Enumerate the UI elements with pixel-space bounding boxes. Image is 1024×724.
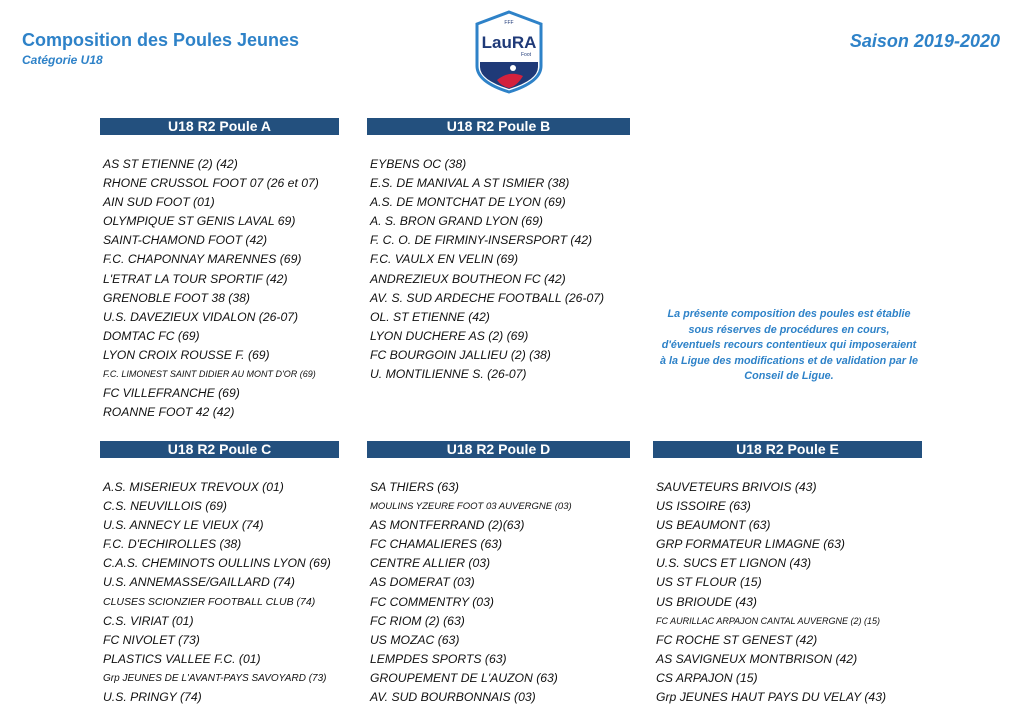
team-item: Grp JEUNES DE L'AVANT-PAYS SAVOYARD (73) [103, 672, 327, 684]
team-item: OL. ST ETIENNE (42) [370, 309, 490, 324]
pool-header: U18 R2 Poule B [367, 118, 630, 135]
team-item: EYBENS OC (38) [370, 157, 467, 171]
pool-c [100, 441, 339, 707]
team-item: FC AURILLAC ARPAJON CANTAL AUVERGNE (2) (15) [656, 615, 881, 626]
laura-foot-logo [473, 10, 545, 94]
team-item: FC BOURGOIN JALLIEU (2) (38) [370, 347, 551, 362]
team-item: C.S. VIRIAT (01) [103, 613, 194, 628]
team-item: FC CHAMALIERES (63) [370, 537, 503, 552]
team-item: AS MONTFERRAND (2)(63) [370, 518, 525, 533]
team-item: AS DOMERAT (03) [370, 575, 475, 590]
team-item: F. C. O. DE FIRMINY-INSERSPORT (42) [370, 233, 593, 248]
team-item: GRENOBLE FOOT 38 (38) [103, 290, 250, 305]
pool-header: U18 R2 Poule D [367, 441, 630, 458]
team-item: F.C. VAULX EN VELIN (69) [370, 252, 519, 267]
team-item: A. S. BRON GRAND LYON (69) [370, 214, 543, 229]
season-label: Saison 2019-2020 [849, 31, 1000, 51]
page-title: Composition des Poules Jeunes [22, 30, 300, 50]
team-item: CS ARPAJON (15) [656, 670, 758, 685]
team-item: FC ROCHE ST GENEST (42) [656, 632, 818, 647]
team-item: CENTRE ALLIER (03) [370, 556, 491, 571]
team-item: LYON CROIX ROUSSE F. (69) [103, 347, 270, 362]
team-item: U.S. DAVEZIEUX VIDALON (26-07) [103, 309, 299, 324]
team-item: PLASTICS VALLEE F.C. (01) [103, 651, 261, 666]
team-item: U.S. PRINGY (74) [103, 690, 202, 705]
pool-header: U18 R2 Poule E [653, 441, 922, 458]
team-item: FC VILLEFRANCHE (69) [103, 386, 240, 401]
team-item: C.A.S. CHEMINOTS OULLINS LYON (69) [103, 556, 331, 571]
team-item: Grp JEUNES HAUT PAYS DU VELAY (43) [656, 690, 887, 705]
team-item: AV. S. SUD ARDECHE FOOTBALL (26-07) [370, 290, 605, 305]
team-item: ROANNE FOOT 42 (42) [103, 405, 235, 420]
team-item: F.C. CHAPONNAY MARENNES (69) [103, 252, 302, 267]
team-item: US ST FLOUR (15) [656, 575, 762, 590]
team-item: US BEAUMONT (63) [656, 518, 771, 533]
pool-b [367, 118, 630, 384]
team-item: RHONE CRUSSOL FOOT 07 (26 et 07) [103, 176, 319, 191]
team-item: GROUPEMENT DE L'AUZON (63) [370, 670, 558, 685]
legal-notice: La présente composition des poules est établie sous réserves de procédures en cours, d'éventuels recours contentieux qui imposeraient à la Ligue des modifications et de validation par le Conseil de Ligue. [660, 308, 918, 383]
pool-header: U18 R2 Poule A [100, 118, 339, 135]
team-item: A.S. DE MONTCHAT DE LYON (69) [370, 195, 566, 210]
team-item: FC COMMENTRY (03) [370, 594, 494, 609]
team-item: U. MONTILIENNE S. (26-07) [370, 367, 527, 382]
team-list [370, 478, 630, 707]
team-item: US ISSOIRE (63) [656, 499, 751, 514]
team-list [370, 155, 630, 384]
logo-top-text: FFF [504, 20, 514, 26]
team-item: A.S. MISERIEUX TREVOUX (01) [103, 480, 284, 494]
pool-e [653, 441, 922, 707]
team-item: C.S. NEUVILLOIS (69) [103, 499, 227, 514]
category-subtitle: Catégorie U18 [22, 53, 103, 67]
team-item: SA THIERS (63) [370, 480, 459, 494]
pool-header: U18 R2 Poule C [100, 441, 339, 458]
pool-a [100, 118, 339, 422]
team-item: U.S. SUCS ET LIGNON (43) [656, 556, 812, 571]
team-item: FC RIOM (2) (63) [370, 613, 465, 628]
team-item: MOULINS YZEURE FOOT 03 AUVERGNE (03) [370, 501, 572, 513]
team-item: US MOZAC (63) [370, 632, 460, 647]
team-item: DOMTAC FC (69) [103, 328, 200, 343]
team-item: OLYMPIQUE ST GENIS LAVAL 69) [103, 214, 296, 229]
team-list [103, 155, 339, 422]
team-item: F.C. LIMONEST SAINT DIDIER AU MONT D'OR (69) [103, 369, 316, 380]
team-item: L'ETRAT LA TOUR SPORTIF (42) [103, 271, 288, 286]
team-item: SAUVETEURS BRIVOIS (43) [656, 480, 817, 494]
team-item: LYON DUCHERE AS (2) (69) [370, 328, 529, 343]
team-item: GRP FORMATEUR LIMAGNE (63) [656, 537, 845, 552]
team-item: CLUSES SCIONZIER FOOTBALL CLUB (74) [103, 595, 316, 608]
team-item: AS SAVIGNEUX MONTBRISON (42) [656, 651, 858, 666]
team-list [656, 478, 922, 707]
team-item: LEMPDES SPORTS (63) [370, 651, 507, 666]
team-item: E.S. DE MANIVAL A ST ISMIER (38) [370, 176, 570, 191]
pool-d [367, 441, 630, 707]
team-item: FC NIVOLET (73) [103, 632, 200, 647]
logo-sub-text: Foot [520, 52, 532, 58]
team-item: AIN SUD FOOT (01) [103, 195, 215, 210]
logo-main-text: LauRA [481, 33, 537, 52]
team-item: ANDREZIEUX BOUTHEON FC (42) [370, 271, 566, 286]
team-item: AV. SUD BOURBONNAIS (03) [370, 690, 536, 705]
team-item: U.S. ANNECY LE VIEUX (74) [103, 518, 264, 533]
team-item: U.S. ANNEMASSE/GAILLARD (74) [103, 575, 295, 590]
team-item: SAINT-CHAMOND FOOT (42) [103, 233, 268, 248]
team-item: AS ST ETIENNE (2) (42) [103, 157, 238, 171]
team-list [103, 478, 339, 707]
team-item: US BRIOUDE (43) [656, 594, 757, 609]
team-item: F.C. D'ECHIROLLES (38) [103, 537, 242, 552]
